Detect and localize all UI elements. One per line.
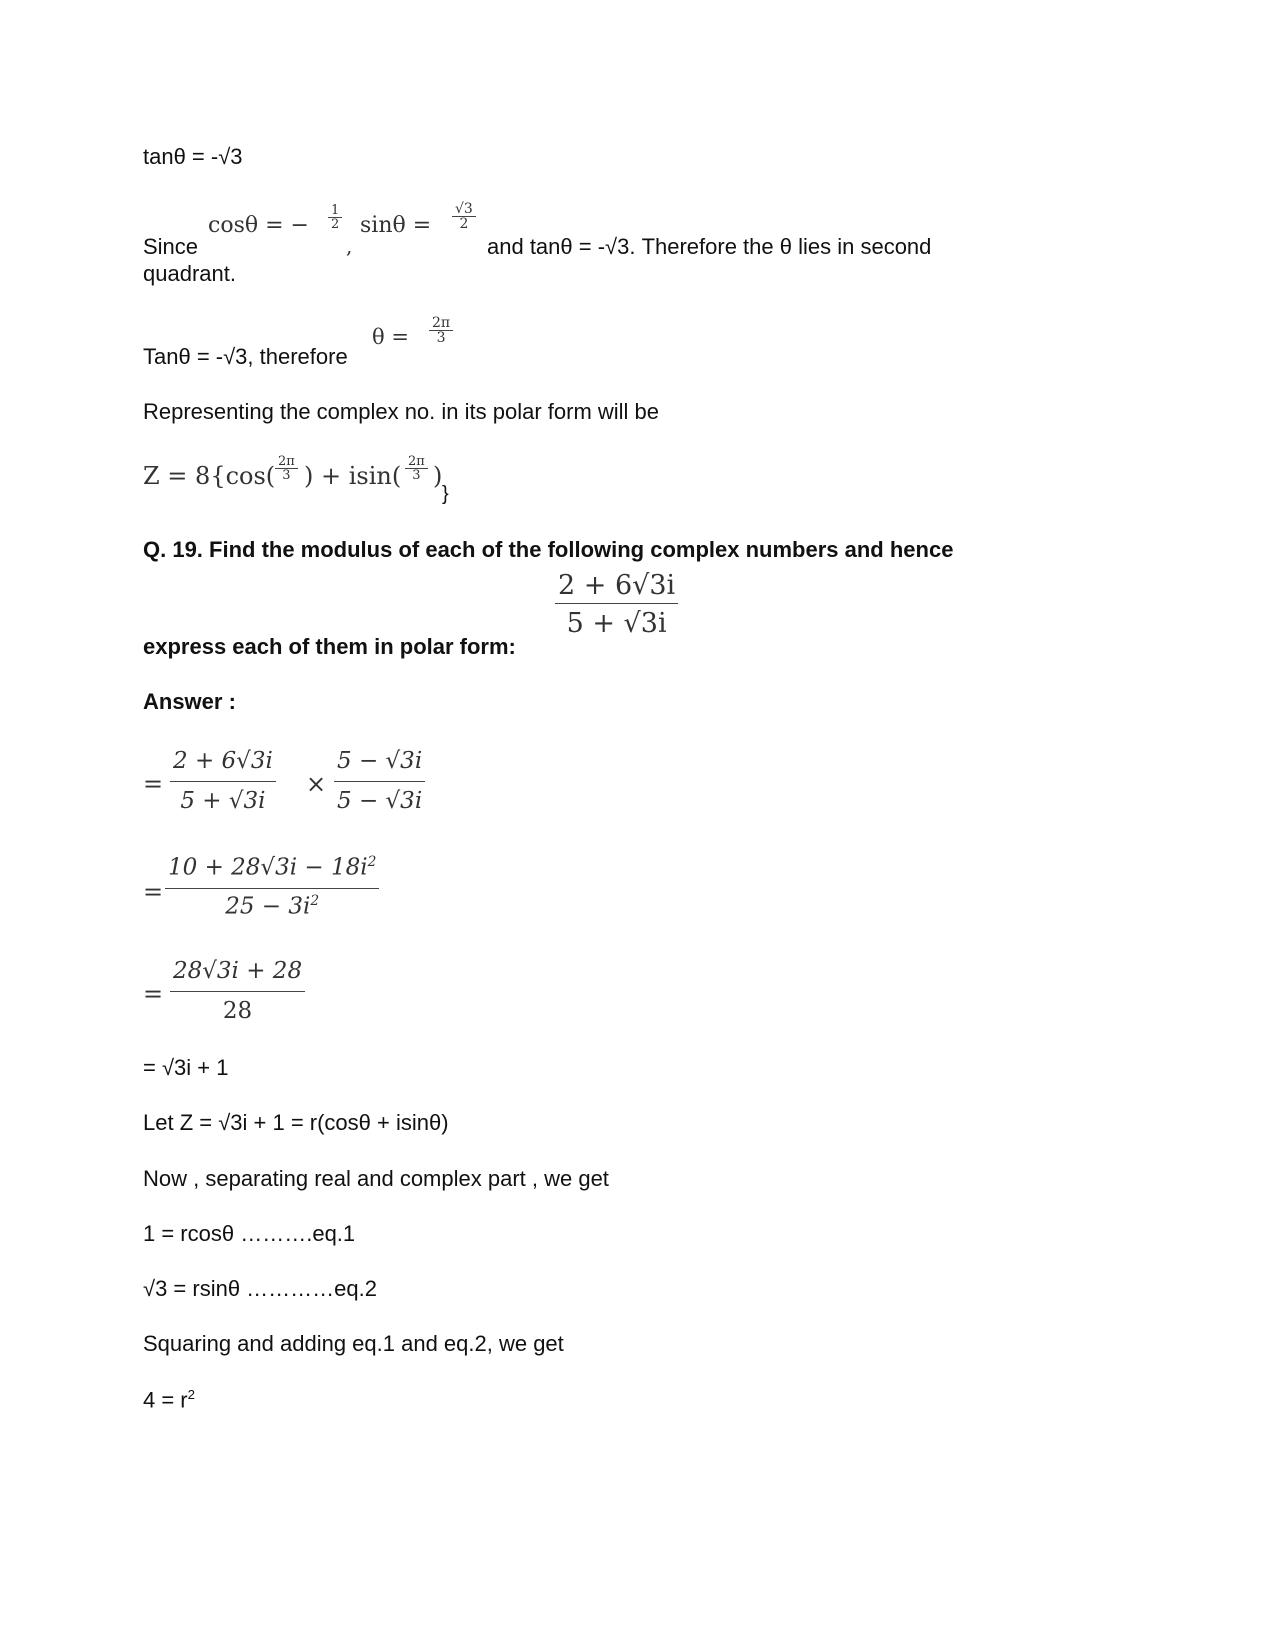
comma: , bbox=[346, 234, 353, 258]
z-close-paren: ) bbox=[433, 462, 443, 490]
equals-sign: = bbox=[143, 980, 164, 1008]
equals-sign: = bbox=[143, 878, 164, 906]
step1-fraction-a bbox=[170, 750, 276, 813]
sin-numerator: √3 bbox=[455, 201, 473, 217]
tan-therefore: Tanθ = -√3, therefore bbox=[143, 344, 348, 369]
step1-b-denominator: 5 − √3i bbox=[337, 788, 423, 814]
z-f2-numerator: 2π bbox=[408, 454, 425, 469]
tan-equation: tanθ = -√3 bbox=[143, 144, 243, 169]
question-19-line2: express each of them in polar form: bbox=[143, 634, 516, 659]
times-sign: × bbox=[306, 770, 327, 798]
z-f1-denominator: 3 bbox=[282, 468, 291, 483]
question-numerator: 2 + 6√3i bbox=[558, 570, 676, 601]
representing-text: Representing the complex no. in its polar form will be bbox=[143, 399, 660, 424]
cos-numerator: 1 bbox=[331, 203, 340, 218]
z-close-brace: } bbox=[442, 483, 449, 505]
cos-denominator: 2 bbox=[331, 217, 340, 232]
step1-fraction-b bbox=[334, 750, 425, 813]
eq2-line: √3 = rsinθ …………eq.2 bbox=[143, 1276, 377, 1301]
step3-numerator: 28√3i + 28 bbox=[173, 958, 303, 984]
theta-numerator: 2π bbox=[432, 315, 451, 331]
step3-denominator: 28 bbox=[222, 998, 253, 1024]
step2-fraction bbox=[165, 856, 379, 918]
step1-a-denominator: 5 + √3i bbox=[180, 788, 266, 814]
z-fraction-1 bbox=[275, 455, 298, 482]
z-prefix: Z = 8{cos( bbox=[143, 462, 276, 490]
question-fraction bbox=[555, 572, 678, 637]
final-line: $4 = r^2$ bbox=[143, 1387, 195, 1413]
result-line: = √3i + 1 bbox=[143, 1055, 229, 1080]
step2-denominator: $25 - 3i^2$ bbox=[225, 892, 320, 920]
since-label: Since bbox=[143, 234, 199, 259]
theta-fraction bbox=[429, 316, 453, 345]
squaring-line: Squaring and adding eq.1 and eq.2, we get bbox=[143, 1331, 564, 1356]
z-mid: ) + isin( bbox=[304, 462, 402, 490]
cos-fraction bbox=[328, 204, 342, 231]
let-z-line: Let Z = √3i + 1 = r(cosθ + isinθ) bbox=[143, 1110, 449, 1135]
step1-b-numerator: 5 − √3i bbox=[337, 748, 423, 774]
answer-heading: Answer : bbox=[143, 689, 236, 714]
cos-lhs: cosθ = − bbox=[208, 213, 309, 238]
equals-sign: = bbox=[143, 770, 164, 798]
separating-line: Now , separating real and complex part , we get bbox=[143, 1166, 609, 1191]
sin-lhs: sinθ = bbox=[360, 213, 432, 238]
step2-numerator: $10 + 28√3i - 18i^2$ bbox=[168, 854, 377, 881]
quadrant-text: quadrant. bbox=[143, 261, 236, 286]
sin-fraction bbox=[452, 202, 476, 231]
z-f1-numerator: 2π bbox=[278, 454, 295, 469]
question-19-line1: Q. 19. Find the modulus of each of the following complex numbers and hence bbox=[143, 537, 954, 562]
eq1-line: 1 = rcosθ ……….eq.1 bbox=[143, 1221, 356, 1246]
z-f2-denominator: 3 bbox=[412, 468, 421, 483]
step3-fraction bbox=[170, 960, 305, 1023]
sin-denominator: 2 bbox=[459, 216, 469, 232]
theta-lhs: θ = bbox=[372, 325, 409, 349]
since-tail: and tanθ = -√3. Therefore the θ lies in second bbox=[487, 234, 932, 259]
step1-a-numerator: 2 + 6√3i bbox=[173, 748, 273, 774]
z-fraction-2 bbox=[405, 455, 428, 482]
theta-denominator: 3 bbox=[436, 330, 446, 346]
question-denominator: 5 + √3i bbox=[566, 608, 667, 639]
